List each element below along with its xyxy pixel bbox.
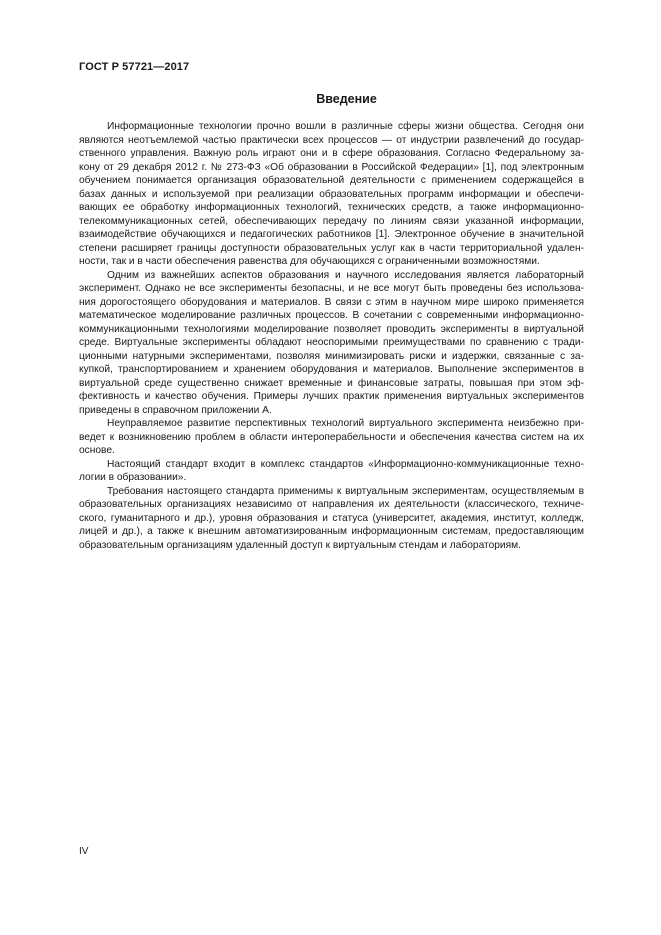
text-line: основе. bbox=[79, 445, 115, 456]
page-number: IV bbox=[79, 846, 89, 857]
text-line: коммуникационными технологиями моделирование позволяет проводить эксперименты в виртуальной bbox=[79, 323, 584, 335]
text-line: фективность и качество обучения. Примеры лучших практик применения виртуальных экспериментов bbox=[79, 391, 584, 402]
text-line: телекоммуникационных сетей, обеспечивающих передачу по линиям связи указанной информации, bbox=[79, 215, 584, 227]
text-line: ведет к возникновению проблем в области интероперабельности и обеспечения качества систем на их bbox=[79, 431, 584, 443]
paragraph bbox=[79, 120, 584, 269]
text-line: являются неотъемлемой частью практически всех процессов — от индустрии развлечений до государ- bbox=[79, 134, 584, 146]
text-line: обучением понимается организация образовательной деятельности с применением содержащейся в bbox=[79, 175, 584, 186]
text-line: эксперимент. Однако не все эксперименты безопасны, и не все могут быть проведены без использова- bbox=[79, 283, 584, 294]
text-line: Одним из важнейших аспектов образования и научного исследования является лабораторный bbox=[107, 269, 584, 281]
text-line: образовательных организациях независимо от направления их деятельности (классического, техниче- bbox=[79, 499, 584, 510]
text-line: ственного управления. Важную роль играют они и в сфере образования. Согласно Федеральному за- bbox=[79, 148, 584, 159]
paragraph bbox=[79, 417, 584, 458]
text-line: среде. Виртуальные эксперименты обладают неоспоримыми преимуществами по сравнению с тради- bbox=[79, 337, 584, 348]
text-line: базах данных и используемой при реализации образовательных программ информации и обеспечи- bbox=[79, 188, 584, 200]
text-line: Настоящий стандарт входит в комплекс стандартов «Информационно-коммуникационные техно- bbox=[107, 458, 584, 470]
text-line: ния дорогостоящего оборудования и материалов. В связи с этим в научном мире широко применяется bbox=[79, 296, 584, 308]
document-header: ГОСТ Р 57721—2017 bbox=[79, 61, 190, 73]
text-line: приведены в справочном приложении А. bbox=[79, 404, 272, 416]
text-line: кону от 29 декабря 2012 г. № 273-ФЗ «Об образовании в Российской Федерации» [1], под электронным bbox=[79, 161, 584, 173]
text-line: логии в образовании». bbox=[79, 472, 187, 483]
paragraph bbox=[79, 269, 584, 418]
text-line: ности, так и в части обеспечения равенства для обучающихся с ограниченными возможностями. bbox=[79, 256, 540, 267]
text-line: Информационные технологии прочно вошли в различные сферы жизни общества. Сегодня они bbox=[107, 121, 584, 132]
text-line: ского, гуманитарного и др.), уровня образования и статуса (университет, академия, институт, колледж, bbox=[79, 512, 584, 524]
text-line: виртуальной среде существенно снижает временные и финансовые затраты, повышая при этом эф- bbox=[79, 377, 584, 389]
text-line: Требования настоящего стандарта применимы к виртуальным экспериментам, осуществляемым в bbox=[107, 485, 584, 497]
paragraph bbox=[79, 485, 584, 553]
text-line: степени расширяет границы доступности образовательных услуг как в части территориальной удален- bbox=[79, 242, 584, 254]
text-line: вающих ее обработку информационных технологий, технических средств, а также информационно- bbox=[79, 202, 584, 213]
text-line: образовательным организациям удаленный доступ к виртуальным стендам и лабораториям. bbox=[79, 539, 521, 551]
section-title: Введение bbox=[316, 92, 377, 106]
text-line: купкой, транспортированием и хранением оборудования и материалов. Выполнение экспериментов в bbox=[79, 364, 584, 375]
text-line: математическое моделирование различных процессов. В сочетании с современными информационно- bbox=[79, 310, 584, 321]
document-body bbox=[79, 120, 584, 552]
text-line: ционными натурными экспериментами, позволяя минимизировать риски и издержки, связанные с за- bbox=[79, 350, 584, 362]
text-line: лицей и др.), а также к внешним автоматизированным информационным системам, предоставляющим bbox=[79, 526, 584, 537]
text-line: Неуправляемое развитие перспективных технологий виртуального эксперимента неизбежно при- bbox=[107, 418, 584, 429]
text-line: взаимодействие обучающихся и педагогических работников [1]. Электронное обучение в значительной bbox=[79, 229, 584, 240]
paragraph bbox=[79, 458, 584, 485]
